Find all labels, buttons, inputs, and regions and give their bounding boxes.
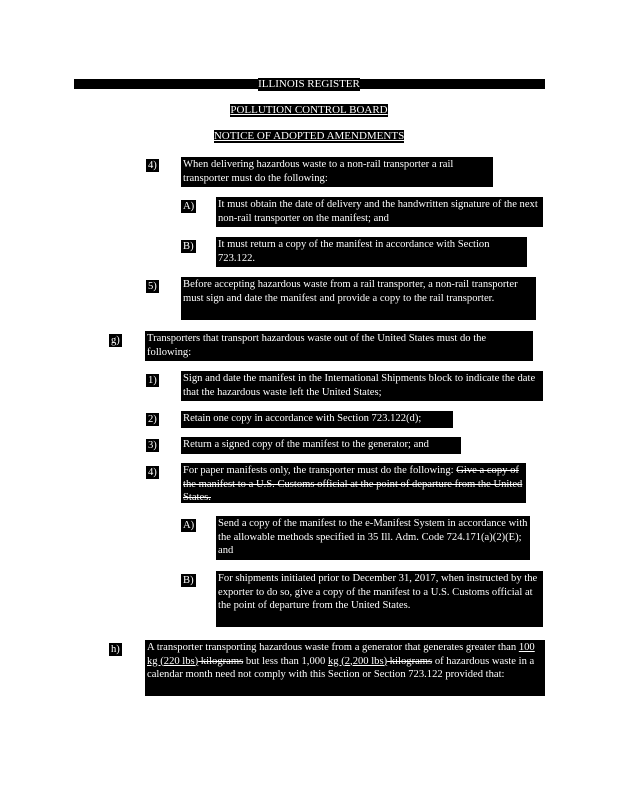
item-g-text: Transporters that transport hazardous waste out of the United States must do the following:: [145, 331, 533, 361]
item-g-label: g): [111, 335, 120, 346]
item-4b-label: B): [183, 241, 194, 252]
item-g4-struck: Give a copy of the manifest to a U.S. Customs official at the point of departure from the United States.: [183, 465, 523, 503]
item-h-part5: kg (2,200 lbs): [327, 655, 388, 667]
item-g3-text: Return a signed copy of the manifest to the generator; and: [181, 437, 461, 454]
item-4b-text: It must return a copy of the manifest in accordance with Section 723.122.: [216, 237, 527, 267]
item-g3-label: 3): [148, 440, 157, 451]
item-h-part2: 100 kg (220 lbs): [147, 642, 535, 667]
item-5-text: Before accepting hazardous waste from a rail transporter, a non-rail transporter must sign and date the manifest and provide a copy to the rail transporter.: [181, 277, 536, 320]
board-title: POLLUTION CONTROL BOARD: [230, 104, 388, 116]
item-g4a-label: A): [183, 520, 195, 531]
item-4a-text: It must obtain the date of delivery and the handwritten signature of the next non-rail transporter on the manifest; and: [216, 197, 543, 227]
item-g1-text: Sign and date the manifest in the International Shipments block to indicate the date that the hazardous waste left the United States;: [181, 371, 543, 401]
item-g4b-text: For shipments initiated prior to December 31, 2017, when instructed by the exporter to do so, give a copy of the manifest to a U.S. Customs official at the point of departure from the United States.: [216, 571, 543, 627]
item-4a-label: A): [183, 201, 195, 212]
item-g4b-label: B): [183, 575, 194, 586]
item-h-part3: kilograms: [198, 655, 244, 667]
item-4-label: 4): [148, 160, 157, 171]
item-g2-text: Retain one copy in accordance with Section 723.122(d);: [181, 411, 453, 428]
item-h-part1: A transporter transporting hazardous waste from a generator that generates greater than: [147, 642, 519, 653]
item-4-text: When delivering hazardous waste to a non-rail transporter a rail transporter must do the following:: [181, 157, 493, 187]
item-g4-label: 4): [148, 467, 157, 478]
item-g2-label: 2): [148, 414, 157, 425]
item-g4-plain: For paper manifests only, the transporter must do the following:: [183, 465, 454, 476]
notice-title: NOTICE OF ADOPTED AMENDMENTS: [213, 130, 405, 142]
item-g4-text: [181, 463, 526, 503]
item-h-label: h): [111, 644, 120, 655]
item-5-label: 5): [148, 281, 157, 292]
item-h-part4: but less than 1,000: [243, 655, 328, 667]
register-title: ILLINOIS REGISTER: [258, 78, 360, 90]
item-h-text: [145, 640, 545, 696]
item-h-part7: of hazardous waste in a calendar month need not comply with this Section or Section 723.122 provided that:: [147, 655, 535, 680]
item-g4a-text: Send a copy of the manifest to the e-Manifest System in accordance with the allowable methods specified in 35 Ill. Adm. Code 724.171(a)(2)(E); and: [216, 516, 530, 560]
item-g1-label: 1): [148, 375, 157, 386]
item-h-part6: kilograms: [387, 655, 433, 667]
